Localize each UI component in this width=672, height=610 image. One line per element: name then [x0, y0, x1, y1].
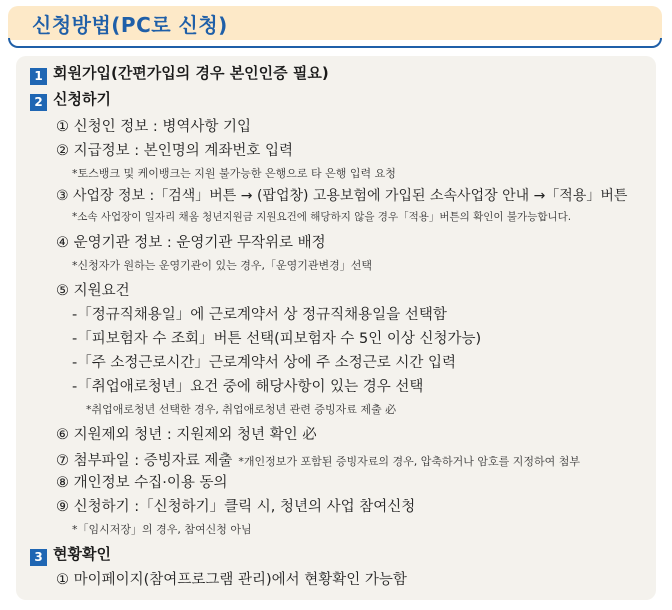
step-status-check: ① 마이페이지(참여프로그램 관리)에서 현황확인 가능함 — [56, 572, 407, 588]
content-panel — [16, 56, 656, 600]
requirement-work-hours: -「주 소정근로시간」근로계약서 상에 주 소정근로 시간 입력 — [72, 355, 457, 371]
section-3-heading — [30, 547, 111, 566]
step-attachments-note: *개인정보가 포함된 증빙자료의 경우, 압축하거나 암호를 지정하여 첨부 — [238, 455, 581, 468]
step-workplace-note: *소속 사업장이 일자리 채움 청년지원금 지원요건에 해당하지 않을 경우「적용」버튼의 확인이 불가능합니다. — [72, 211, 572, 223]
step-workplace-info: ③ 사업장 정보 :「검색」버튼 → (팝업창) 고용보험에 가입된 소속사업장 안내 →「적용」버튼 — [56, 188, 628, 204]
step-applicant-info: ① 신청인 정보 : 병역사항 기입 — [56, 119, 252, 135]
section-3-number: 3 — [30, 549, 47, 566]
requirement-employment-difficulty: -「취업애로청년」요건 중에 해당사항이 있는 경우 선택 — [72, 379, 424, 395]
step-payment-info: ② 지급정보 : 본인명의 계좌번호 입력 — [56, 143, 294, 159]
section-3-title: 현황확인 — [53, 545, 111, 563]
section-2-title: 신청하기 — [53, 90, 111, 108]
title-banner — [8, 6, 662, 40]
step-payment-note: *토스뱅크 및 케이뱅크는 지원 불가능한 은행으로 타 은행 입력 요청 — [72, 167, 396, 180]
step-operator-info: ④ 운영기관 정보 : 운영기관 무작위로 배정 — [56, 235, 326, 251]
banner-underline — [8, 38, 662, 48]
section-1-title: 회원가입(간편가입의 경우 본인인증 필요) — [53, 64, 329, 82]
requirement-insured-count: -「피보험자 수 조회」버튼 선택(피보험자 수 5인 이상 신청가능) — [72, 331, 482, 347]
step-submit: ⑨ 신청하기 :「신청하기」클릭 시, 청년의 사업 참여신청 — [56, 499, 416, 515]
requirement-hire-date: -「정규직채용일」에 근로계약서 상 정규직채용일을 선택함 — [72, 307, 447, 323]
section-1-number: 1 — [30, 68, 47, 85]
step-requirements: ⑤ 지원요건 — [56, 283, 130, 299]
page-title: 신청방법(PC로 신청) — [32, 13, 228, 37]
step-excluded-youth: ⑥ 지원제외 청년 : 지원제외 청년 확인 必 — [56, 427, 317, 443]
step-attachments — [56, 452, 580, 469]
step-attachments-label: ⑦ 첨부파일 : 증빙자료 제출 — [56, 453, 233, 469]
step-operator-note: *신청자가 원하는 운영기관이 있는 경우,「운영기관변경」선택 — [72, 259, 373, 272]
section-2-heading — [30, 92, 111, 111]
section-2-number: 2 — [30, 94, 47, 111]
step-privacy-consent: ⑧ 개인정보 수집·이용 동의 — [56, 475, 228, 491]
requirement-difficulty-note: *취업애로청년 선택한 경우, 취업애로청년 관련 증빙자료 제출 必 — [86, 403, 397, 416]
step-submit-note: *「임시저장」의 경우, 참여신청 아님 — [72, 523, 252, 536]
section-1-heading — [30, 66, 329, 85]
